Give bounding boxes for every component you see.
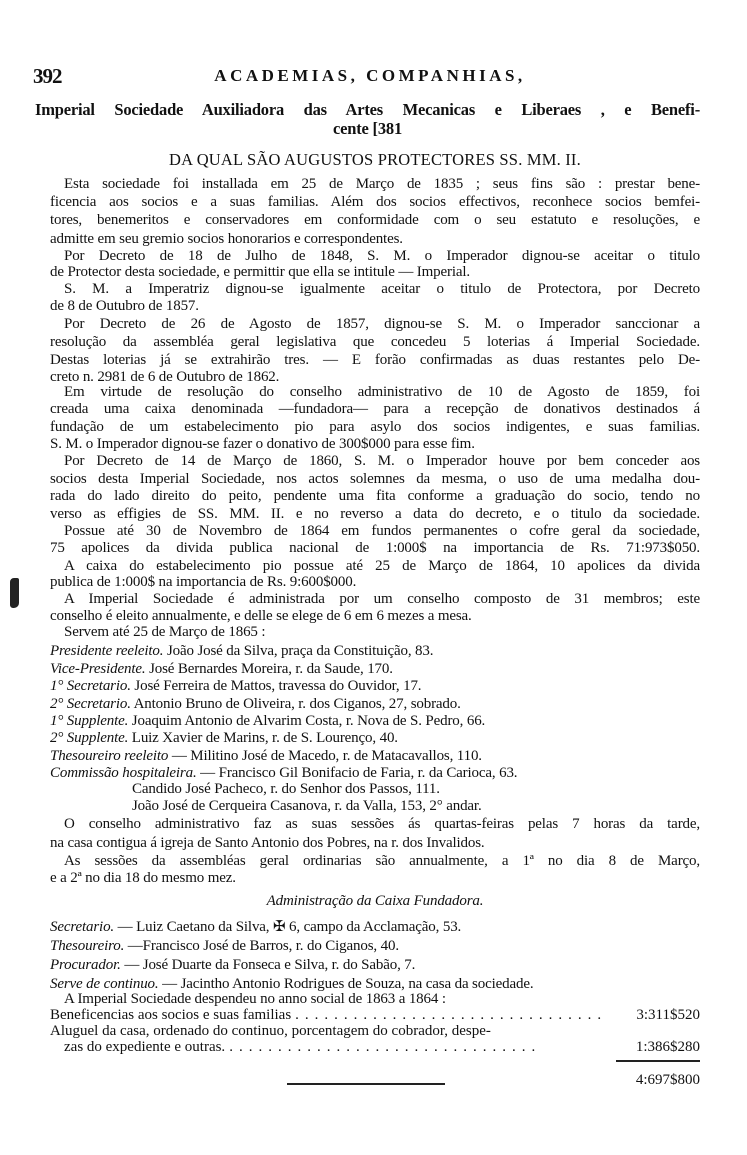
line-text: Por Decreto de 26 de Agosto de 1857, dignou-se S. M. o Imperador sanccionar a	[64, 316, 700, 332]
text-line	[50, 192, 700, 212]
line-text: Joaquim Antonio de Alvarim Costa, r. Nova de S. Pedro, 66.	[128, 713, 486, 729]
text-line	[50, 314, 700, 334]
line-text: S. M. o Imperador dignou-se fazer o donativo de 300$000 para esse fim.	[50, 436, 475, 452]
line-text: Antonio Bruno de Oliveira, r. dos Ciganos, 27, sobrado.	[130, 696, 461, 712]
role-label: Serve de continuo.	[50, 976, 159, 992]
role-label: 2° Supplente.	[50, 730, 129, 746]
line-text: creto n. 2981 de 6 de Outubro de 1862.	[50, 369, 280, 385]
line-text: Destas loterias já se extrahirão tres. — E forão confirmadas as duas restantes pelo De-	[50, 352, 700, 368]
expense-total: 4:697$800	[635, 1072, 700, 1088]
subsection-heading	[50, 891, 700, 911]
text-line	[50, 296, 700, 316]
text-line	[50, 641, 700, 661]
text-line	[50, 868, 700, 888]
line-text: A Imperial Sociedade é administrada por um conselho composto de 31 membros; este	[64, 591, 700, 607]
expense-label: Beneficencias aos socios e suas familias	[50, 1007, 292, 1023]
text-line	[50, 399, 700, 419]
line-text: A Imperial Sociedade despendeu no anno social de 1863 a 1864 :	[64, 991, 446, 1007]
line-text: Luiz Xavier de Marins, r. de S. Lourenço, 40.	[128, 730, 398, 746]
text-line	[50, 210, 700, 230]
line-text: conselho é eleito annualmente, e delle se elege de 6 em 6 mezes a mesa.	[50, 608, 472, 624]
line-text: José Ferreira de Mattos, travessa do Ouvidor, 17.	[130, 678, 422, 694]
line-text: verso as effigies de SS. MM. II. e no reverso a data do decreto, e o titulo da sociedade.	[50, 506, 700, 522]
role-label: Commissão hospitaleira.	[50, 765, 197, 781]
expense-amount: 3:311$520	[636, 1007, 700, 1023]
role-label: Presidente reeleito.	[50, 643, 164, 659]
line-text: publica de 1:000$ na importancia de Rs. 9:600$000.	[50, 574, 357, 590]
line-text: Por Decreto de 14 de Março de 1860, S. M. o Imperador houve por bem conceder aos	[64, 453, 700, 469]
expense-total-row	[50, 1070, 700, 1090]
page-number: 392	[33, 64, 62, 88]
role-label: 1° Supplente.	[50, 713, 129, 729]
role-label: Secretario.	[50, 919, 115, 935]
dot-leader: ................................	[295, 1007, 608, 1023]
line-text: Em virtude de resolução do conselho administrativo de 10 de Agosto de 1859, foi	[64, 384, 700, 400]
line-text: de 8 de Outubro de 1857.	[50, 298, 199, 314]
text-line	[50, 332, 700, 352]
line-text: Possue até 30 de Novembro de 1864 em fundos permanentes o cofre geral da sociedade,	[64, 523, 700, 539]
role-label: Procurador.	[50, 957, 121, 973]
line-text: — Jacintho Antonio Rodrigues de Souza, na casa da sociedade.	[158, 976, 534, 992]
line-text: creada uma caixa denominada —fundadora— para a recepção de donativos destinados á	[50, 401, 700, 417]
line-text: Esta sociedade foi installada em 25 de Março de 1835 ; seus fins são : prestar bene-	[64, 176, 700, 192]
sum-rule	[616, 1060, 700, 1062]
text-line	[50, 833, 700, 853]
text-line	[50, 451, 700, 471]
role-label: Thesoureiro reeleito	[50, 748, 169, 764]
dot-leader: ................................	[229, 1039, 542, 1055]
text-line	[50, 814, 700, 834]
line-text: João José da Silva, praça da Constituição, 83.	[163, 643, 434, 659]
line-text: 75 apolices da divida publica nacional de 1:000$ na importancia de Rs. 71:973$050.	[50, 540, 700, 556]
line-text: socios desta Imperial Sociedade, nos actos solemnes da mesma, o uso de uma medalha dou-	[50, 471, 700, 487]
role-label: Vice-Presidente.	[50, 661, 146, 677]
text-line	[50, 936, 700, 956]
text-line	[50, 796, 700, 816]
expense-label: zas do expediente e outras.	[64, 1039, 226, 1055]
section-title-line-2: cente [381	[332, 119, 402, 138]
text-line	[50, 538, 700, 558]
section-title-line-1: Imperial Sociedade Auxiliadora das Artes Mecanicas e Liberaes , e Benefi-	[35, 100, 700, 119]
line-text: O conselho administrativo faz as suas sessões ás quartas-feiras pelas 7 horas da tarde,	[64, 816, 700, 832]
protectors-heading: DA QUAL SÃO AUGUSTOS PROTECTORES SS. MM. II.	[169, 150, 581, 169]
line-text: e a 2ª no dia 18 do mesmo mez.	[50, 870, 236, 886]
line-text: rada do lado direito do peito, pendente uma fita conforme a graduação do socio, tendo no	[50, 488, 700, 504]
line-text: — Francisco Gil Bonifacio de Faria, r. da Carioca, 63.	[196, 765, 518, 781]
line-text: Administração da Caixa Fundadora.	[266, 893, 484, 909]
spacer	[54, 1070, 610, 1090]
running-title: ACADEMIAS, COMPANHIAS,	[214, 66, 526, 85]
line-text: na casa contigua á igreja de Santo Antonio dos Pobres, na r. dos Invalidos.	[50, 835, 485, 851]
role-label: 2° Secretario.	[50, 696, 131, 712]
line-text: de Protector desta sociedade, e permittir que ella se intitule — Imperial.	[50, 264, 470, 280]
line-text: Candido José Pacheco, r. do Senhor dos Passos, 111.	[132, 781, 440, 797]
line-text: — José Duarte da Fonseca e Silva, r. do Sabão, 7.	[120, 957, 416, 973]
line-text: tores, benemeritos e conservadores em conformidade com o seu estatuto e resoluções, e	[50, 212, 700, 228]
line-text: ficencia aos socios e a suas familias. Além dos socios effectivos, reconhece socios bemfei-	[50, 194, 700, 210]
text-line	[50, 676, 700, 696]
line-text: Servem até 25 de Março de 1865 :	[64, 624, 266, 640]
line-text: — Luiz Caetano da Silva, ✠ 6, campo da Acclamação, 53.	[114, 919, 462, 935]
text-line	[50, 917, 700, 937]
text-line	[50, 486, 700, 506]
line-text: As sessões da assembléas geral ordinarias são annualmente, a 1ª no dia 8 de Março,	[64, 853, 700, 869]
line-text: José Bernardes Moreira, r. da Saude, 170.	[145, 661, 393, 677]
text-line	[50, 955, 700, 975]
text-line	[50, 622, 700, 642]
line-text: — Militino José de Macedo, r. de Matacavallos, 110.	[168, 748, 482, 764]
line-text: Por Decreto de 18 de Julho de 1848, S. M. o Imperador dignou-se aceitar o titulo	[64, 248, 700, 264]
line-text: fundação de um estabelecimento pio para asylo dos socios indigentes, e suas familias.	[50, 419, 700, 435]
scan-artifact	[10, 578, 19, 608]
line-text: resolução da assembléa geral legislativa que concedeu 5 loterias á Imperial Sociedade.	[50, 334, 700, 350]
line-text: A caixa do estabelecimento pio possue até 25 de Março de 1864, 10 apolices da divida	[64, 558, 700, 574]
line-text: João José de Cerqueira Casanova, r. da Valla, 153, 2° andar.	[132, 798, 482, 814]
role-label: Thesoureiro.	[50, 938, 125, 954]
line-text: S. M. a Imperatriz dignou-se igualmente aceitar o titulo de Protectora, por Decreto	[64, 281, 700, 297]
text-line	[50, 728, 700, 748]
expense-label: Aluguel da casa, ordenado do continuo, porcentagem do cobrador, despe-	[50, 1023, 491, 1039]
expense-amount: 1:386$280	[635, 1039, 700, 1055]
line-text: admitte em seu gremio socios honorarios e correspondentes.	[50, 231, 403, 247]
expense-row	[64, 1037, 700, 1057]
role-label: 1° Secretario.	[50, 678, 131, 694]
line-text: —Francisco José de Barros, r. do Ciganos, 40.	[124, 938, 399, 954]
section-end-rule	[287, 1083, 445, 1085]
text-line	[50, 174, 700, 194]
